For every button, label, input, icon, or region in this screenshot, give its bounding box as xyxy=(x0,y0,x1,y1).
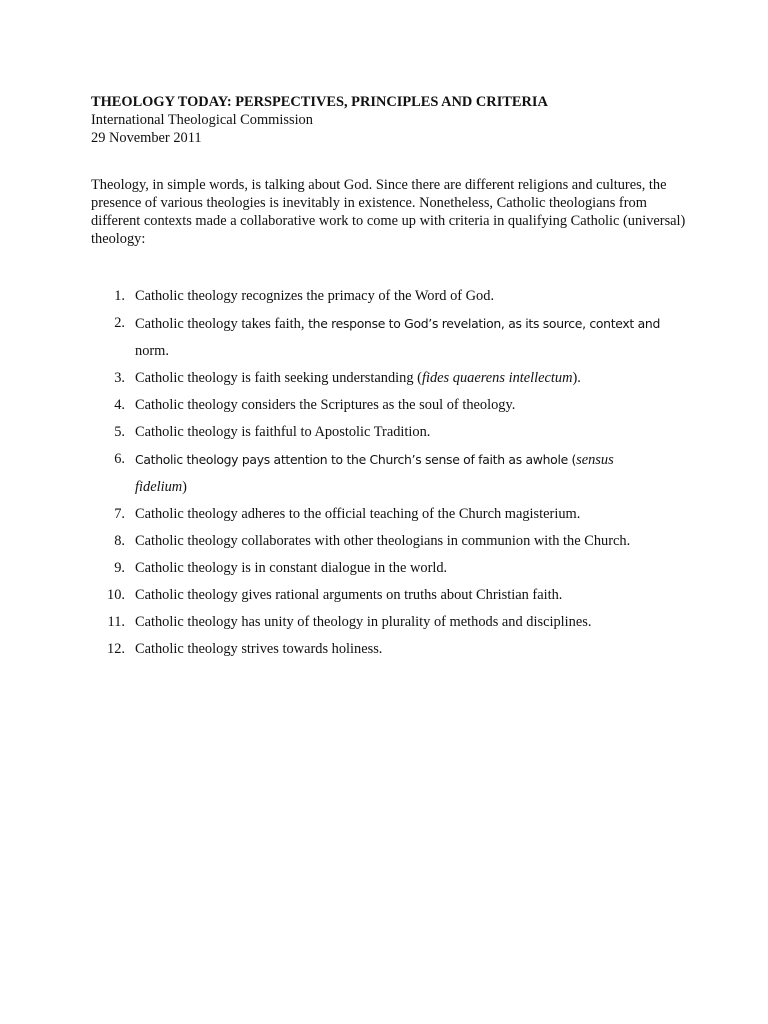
list-item-number: 3. xyxy=(114,370,125,386)
list-item xyxy=(91,555,691,582)
list-item-text: Catholic theology takes faith, xyxy=(135,316,305,332)
list-item-text-end: ). xyxy=(572,370,581,386)
latin-phrase: fides quaerens intellectum xyxy=(421,370,573,386)
list-item xyxy=(91,636,691,663)
list-item xyxy=(91,609,691,636)
list-item-text: Catholic theology considers the Scriptures as the soul of theology. xyxy=(135,397,516,413)
document-header xyxy=(91,93,691,147)
list-item-number: 5. xyxy=(114,424,125,440)
list-item xyxy=(91,310,691,365)
criteria-list xyxy=(91,283,691,663)
list-item-number: 12. xyxy=(107,641,125,657)
list-item-text: Catholic theology is faith seeking understanding ( xyxy=(135,370,422,386)
list-item xyxy=(91,582,691,609)
list-item-number: 2. xyxy=(114,315,125,331)
list-item-text-continued: the response to God’s revelation, as its source, context and xyxy=(304,316,661,331)
list-item-number: 6. xyxy=(114,451,125,467)
list-item-number: 7. xyxy=(114,506,125,522)
intro-paragraph: Theology, in simple words, is talking about God. Since there are different religions and cultures, the presence of various theologies is inevitably in existence. Nonetheless, Catholic theologians from different contexts made a collaborative work to come up with criteria in qualifying Catholic (universal) theology: xyxy=(91,177,686,247)
list-item-text-end: ) xyxy=(182,479,187,495)
list-item-number: 4. xyxy=(114,397,125,413)
list-item-text: Catholic theology gives rational arguments on truths about Christian faith. xyxy=(135,587,563,603)
list-item-text: Catholic theology pays attention to the Church’s sense of faith as awhole ( xyxy=(135,452,577,467)
list-item xyxy=(91,392,691,419)
list-item-number: 10. xyxy=(107,587,125,603)
list-item-number: 9. xyxy=(114,560,125,576)
list-item xyxy=(91,446,691,501)
list-item-text: Catholic theology is in constant dialogue in the world. xyxy=(135,560,448,576)
list-item-number: 11. xyxy=(107,614,125,630)
document-author: International Theological Commission xyxy=(91,112,313,128)
document-title: THEOLOGY TODAY: PERSPECTIVES, PRINCIPLES AND CRITERIA xyxy=(91,94,548,110)
latin-phrase: sensus xyxy=(576,452,614,468)
document-date: 29 November 2011 xyxy=(91,130,202,146)
list-item xyxy=(91,419,691,446)
list-item xyxy=(91,501,691,528)
list-item-number: 8. xyxy=(114,533,125,549)
list-item-text: Catholic theology has unity of theology in plurality of methods and disciplines. xyxy=(135,614,592,630)
list-item-text: Catholic theology recognizes the primacy of the Word of God. xyxy=(135,288,495,304)
latin-phrase-continued: fidelium xyxy=(135,479,183,495)
list-item-text: Catholic theology strives towards holiness. xyxy=(135,641,383,657)
list-item xyxy=(91,528,691,555)
list-item xyxy=(91,283,691,310)
list-item-text: Catholic theology collaborates with other theologians in communion with the Church. xyxy=(135,533,631,549)
list-item-text: Catholic theology is faithful to Apostolic Tradition. xyxy=(135,424,431,440)
list-item xyxy=(91,365,691,392)
list-item-number: 1. xyxy=(114,288,125,304)
list-item-text: Catholic theology adheres to the official teaching of the Church magisterium. xyxy=(135,506,581,522)
list-item-text-wrap: norm. xyxy=(135,343,169,359)
